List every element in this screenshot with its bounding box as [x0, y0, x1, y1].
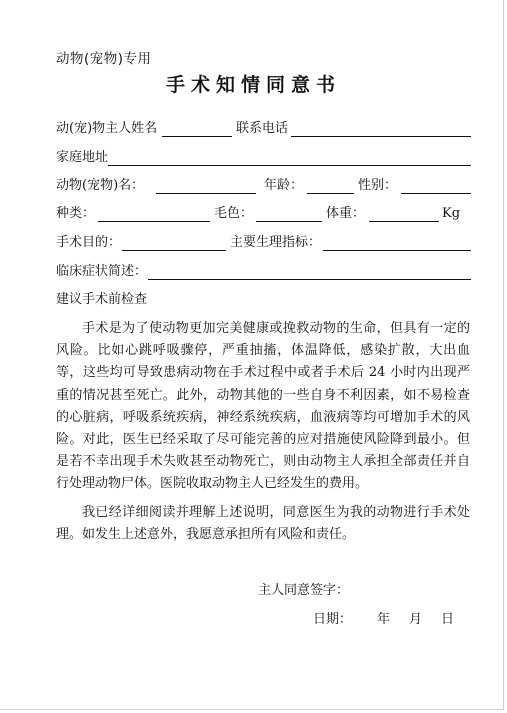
page-title: 手术知情同意书 [165, 74, 341, 96]
phone-label: 联系电话 [236, 121, 289, 136]
consent-paragraph: 我已经详细阅读并理解上述说明，同意医生为我的动物进行手术处理。如发生上述意外，我愿意承担所有风险和责任。 [56, 505, 470, 543]
date-month: 月 [409, 612, 423, 627]
weight-label: 体重： [326, 206, 366, 221]
breed-field[interactable] [98, 221, 210, 222]
pet-name-field[interactable] [156, 193, 256, 194]
owner-name-field[interactable] [162, 136, 232, 137]
age-label: 年龄： [264, 178, 304, 193]
vitals-field[interactable] [323, 250, 471, 251]
age-field[interactable] [307, 193, 354, 194]
sex-field[interactable] [401, 193, 471, 194]
phone-field[interactable] [291, 136, 471, 137]
owner-sign-label: 主人同意签字： [258, 583, 350, 598]
breed-label: 种类： [56, 206, 96, 221]
sex-label: 性别： [358, 178, 398, 193]
date-year: 年 [377, 612, 391, 627]
precheck-row [56, 291, 476, 309]
purpose-row [56, 234, 476, 252]
owner-name-label: 动(宠)物主人姓名 [56, 121, 158, 136]
vitals-label: 主要生理指标： [230, 235, 322, 250]
purpose-field[interactable] [122, 250, 226, 251]
address-label: 家庭地址 [56, 150, 109, 165]
pet-row [56, 177, 476, 195]
weight-unit: Kg [442, 206, 461, 221]
address-field[interactable] [108, 165, 471, 166]
purpose-label: 手术目的： [56, 235, 122, 250]
address-row [56, 149, 476, 167]
coat-label: 毛色： [214, 206, 254, 221]
precheck-label: 建议手术前检查 [56, 292, 148, 307]
symptoms-row [56, 263, 476, 281]
date-label: 日期： [313, 612, 353, 627]
weight-field[interactable] [369, 221, 439, 222]
coat-field[interactable] [256, 221, 322, 222]
risk-paragraph: 手术是为了使动物更加完美健康或挽救动物的生命，但具有一定的风险。比如心跳呼吸骤停，严重抽搐，体温降低，感染扩散，大出血等，这些均可导致患病动物在手术过程中或者手术后 24 小时内出现严重的情况甚至死亡。此外，动物其他的一些自身不利因素，如不易检查的心脏病，呼吸系统疾病，神经系统疾病，血液病等均可增加手术的风险。对此，医生已经采取了尽可能完善的应对措施使风险降到最小。但是若不幸出现手术失败甚至动物死亡，则由动物主人承担全部责任并自行处理动物尸体。医院收取动物主人已经发生的费用。 [56, 321, 470, 492]
date-day: 日 [441, 612, 455, 627]
symptoms-field[interactable] [148, 279, 471, 280]
owner-row [56, 120, 476, 138]
form-subtitle: 动物(宠物)专用 [56, 51, 152, 67]
symptoms-label: 临床症状简述： [56, 264, 148, 279]
pet-name-label: 动物(宠物)名： [56, 178, 145, 193]
breed-row [56, 205, 476, 223]
